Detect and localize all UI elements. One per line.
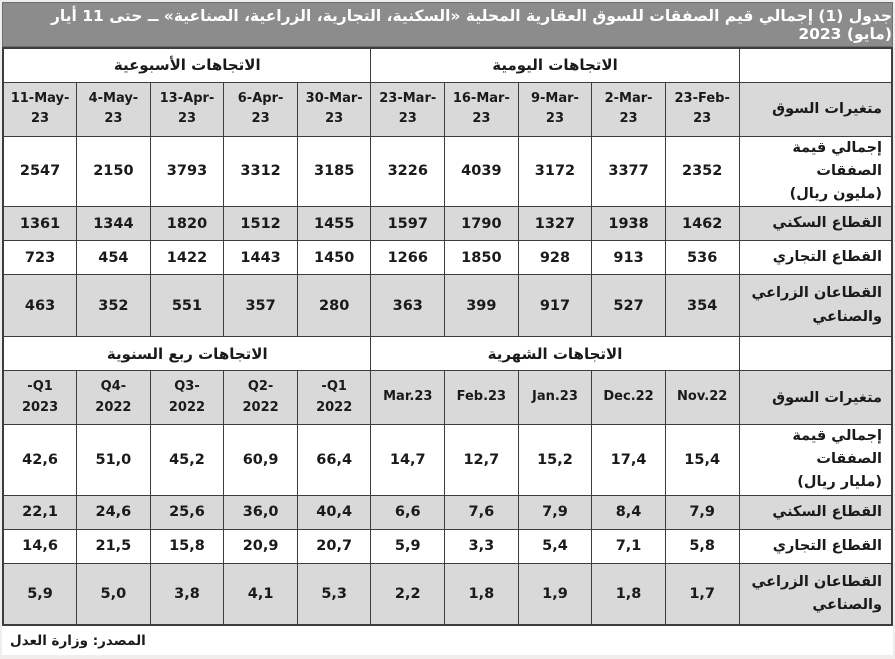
group-header: الاتجاهات الشهرية (371, 337, 739, 371)
column-header-line: 4-May- (88, 90, 139, 106)
group-header: الاتجاهات الأسبوعية (3, 48, 371, 82)
value-cell: 5,9 (3, 563, 77, 625)
value-cell: 1,8 (592, 563, 666, 625)
value-cell: 14,6 (3, 529, 77, 563)
column-header (518, 82, 592, 136)
value-cell: 723 (3, 241, 77, 275)
table-frame (2, 2, 893, 655)
column-header-line: -Q1 (27, 379, 53, 395)
value-cell: 354 (665, 275, 739, 337)
column-header-line: Q2- (247, 379, 274, 395)
column-header-line: 23 (693, 111, 712, 126)
value-cell: 15,8 (150, 529, 224, 563)
value-cell: 1,8 (445, 563, 519, 625)
row-label (739, 241, 892, 275)
value-cell: 4039 (445, 136, 519, 207)
label-column-header: متغيرات السوق (739, 82, 892, 136)
value-cell: 3,8 (150, 563, 224, 625)
group-header: الاتجاهات ربع السنوية (3, 337, 371, 371)
column-header (224, 371, 298, 425)
row-label-line: إجمالي قيمة الصفقات (792, 139, 882, 179)
value-cell: 352 (77, 275, 151, 337)
value-cell: 463 (3, 275, 77, 337)
value-cell: 8,4 (592, 495, 666, 529)
column-header-line: 23 (31, 111, 50, 126)
value-cell: 21,5 (77, 529, 151, 563)
column-header-line: 13-Apr- (159, 90, 215, 106)
value-cell: 913 (592, 241, 666, 275)
column-header (371, 371, 445, 425)
value-cell: 14,7 (371, 425, 445, 496)
value-cell: 12,7 (445, 425, 519, 496)
column-header-line: 23 (398, 111, 417, 126)
value-cell: 536 (665, 241, 739, 275)
value-cell: 24,6 (77, 495, 151, 529)
row-label-line: القطاعان الزراعي (751, 573, 882, 590)
column-header-line: Mar.23 (383, 389, 433, 405)
row-label (739, 529, 892, 563)
value-cell: 42,6 (3, 425, 77, 496)
column-header-line: 11-May- (10, 90, 70, 106)
row-label-line: القطاع التجاري (772, 248, 882, 265)
row-label-line: القطاع السكني (772, 214, 882, 231)
value-cell: 25,6 (150, 495, 224, 529)
corner-cell (739, 48, 892, 82)
value-cell: 17,4 (592, 425, 666, 496)
column-header (77, 371, 151, 425)
row-label (739, 207, 892, 241)
label-column-header: متغيرات السوق (739, 371, 892, 425)
value-cell: 22,1 (3, 495, 77, 529)
column-header (592, 82, 666, 136)
column-header-line: 2022 (316, 399, 353, 415)
row-label-line: والصناعي (812, 596, 882, 613)
value-cell: 5,9 (371, 529, 445, 563)
value-cell: 5,3 (297, 563, 371, 625)
row-label (739, 495, 892, 529)
corner-cell (739, 337, 892, 371)
column-header-line: 23-Mar- (379, 90, 437, 106)
table-body (3, 48, 892, 625)
row-label-line: (مليار ريال) (797, 474, 882, 491)
value-cell: 2352 (665, 136, 739, 207)
value-cell: 454 (77, 241, 151, 275)
value-cell: 15,4 (665, 425, 739, 496)
value-cell: 1850 (445, 241, 519, 275)
value-cell: 3312 (224, 136, 298, 207)
column-header-line: Nov.22 (677, 389, 728, 405)
group-header: الاتجاهات اليومية (371, 48, 739, 82)
value-cell: 1597 (371, 207, 445, 241)
value-cell: 7,6 (445, 495, 519, 529)
value-cell: 6,6 (371, 495, 445, 529)
value-cell: 51,0 (77, 425, 151, 496)
column-header (445, 82, 519, 136)
value-cell: 917 (518, 275, 592, 337)
row-label (739, 136, 892, 207)
value-cell: 3793 (150, 136, 224, 207)
value-cell: 1361 (3, 207, 77, 241)
row-label-line: والصناعي (812, 308, 882, 325)
column-header-line: Q3- (174, 379, 200, 395)
row-label (739, 425, 892, 496)
value-cell: 7,9 (665, 495, 739, 529)
value-cell: 1455 (297, 207, 371, 241)
value-cell: 1790 (445, 207, 519, 241)
value-cell: 357 (224, 275, 298, 337)
column-header (77, 82, 151, 136)
column-header-line: 2022 (242, 399, 279, 415)
footer-bar (2, 626, 893, 655)
column-header (592, 371, 666, 425)
value-cell: 1327 (518, 207, 592, 241)
value-cell: 4,1 (224, 563, 298, 625)
column-header-line: 2022 (95, 399, 132, 415)
value-cell: 1266 (371, 241, 445, 275)
column-header (371, 82, 445, 136)
column-header-line: 16-Mar- (452, 90, 510, 106)
column-header-line: 23 (619, 111, 638, 126)
column-header-line: 23 (472, 111, 491, 126)
value-cell: 66,4 (297, 425, 371, 496)
value-cell: 1422 (150, 241, 224, 275)
column-header-line: 9-Mar- (530, 90, 579, 106)
value-cell: 5,8 (665, 529, 739, 563)
row-label-line: القطاع التجاري (772, 537, 882, 554)
row-label-line: إجمالي قيمة الصفقات (792, 428, 882, 468)
value-cell: 1512 (224, 207, 298, 241)
row-label (739, 275, 892, 337)
value-cell: 45,2 (150, 425, 224, 496)
column-header (297, 371, 371, 425)
value-cell: 3172 (518, 136, 592, 207)
value-cell: 20,9 (224, 529, 298, 563)
value-cell: 7,9 (518, 495, 592, 529)
column-header-line: 23 (325, 111, 344, 126)
column-header-line: 23-Feb- (674, 90, 730, 106)
column-header-line: 2022 (168, 399, 206, 415)
column-header-line: Q4- (100, 379, 127, 395)
column-header-line: 23 (545, 111, 564, 126)
value-cell: 2150 (77, 136, 151, 207)
value-cell: 3185 (297, 136, 371, 207)
row-label-line: (مليون ريال) (789, 185, 882, 202)
column-header (150, 371, 224, 425)
value-cell: 1344 (77, 207, 151, 241)
source-label: المصدر: وزارة العدل (10, 632, 146, 649)
column-header (224, 82, 298, 136)
value-cell: 928 (518, 241, 592, 275)
value-cell: 2547 (3, 136, 77, 207)
column-header (665, 82, 739, 136)
value-cell: 1,7 (665, 563, 739, 625)
table-title: جدول (1) إجمالي قيم الصفقات للسوق العقارية المحلية «السكنية، التجارية، الزراعية، الصناعية» ــ حتى 11 أيار (مايو) 2023 (50, 6, 892, 43)
value-cell: 280 (297, 275, 371, 337)
value-cell: 1,9 (518, 563, 592, 625)
column-header-line: Dec.22 (603, 389, 654, 405)
value-cell: 2,2 (371, 563, 445, 625)
column-header-line: 2-Mar- (604, 90, 653, 106)
column-header (445, 371, 519, 425)
column-header-line: 2023 (21, 399, 59, 415)
value-cell: 7,1 (592, 529, 666, 563)
value-cell: 551 (150, 275, 224, 337)
value-cell: 3377 (592, 136, 666, 207)
column-header-line: 30-Mar- (305, 90, 363, 106)
value-cell: 15,2 (518, 425, 592, 496)
column-header (3, 371, 77, 425)
value-cell: 20,7 (297, 529, 371, 563)
row-label-line: القطاعان الزراعي (751, 285, 882, 302)
column-header (3, 82, 77, 136)
column-header (150, 82, 224, 136)
column-header-line: -Q1 (321, 379, 347, 395)
table-title-bar (2, 2, 893, 47)
value-cell: 363 (371, 275, 445, 337)
value-cell: 399 (445, 275, 519, 337)
value-cell: 5,0 (77, 563, 151, 625)
column-header (518, 371, 592, 425)
column-header-line: 6-Apr- (237, 90, 284, 106)
column-header-line: 23 (251, 111, 270, 126)
value-cell: 1443 (224, 241, 298, 275)
value-cell: 60,9 (224, 425, 298, 496)
column-header-line: Jan.23 (532, 389, 578, 405)
column-header (297, 82, 371, 136)
value-cell: 36,0 (224, 495, 298, 529)
column-header-line: 23 (104, 111, 123, 126)
value-cell: 1938 (592, 207, 666, 241)
column-header (665, 371, 739, 425)
value-cell: 1450 (297, 241, 371, 275)
value-cell: 1462 (665, 207, 739, 241)
value-cell: 5,4 (518, 529, 592, 563)
row-label-line: القطاع السكني (772, 503, 882, 520)
row-label (739, 563, 892, 625)
column-header-line: 23 (177, 111, 197, 126)
value-cell: 3226 (371, 136, 445, 207)
value-cell: 3,3 (445, 529, 519, 563)
value-cell: 527 (592, 275, 666, 337)
column-header-line: Feb.23 (456, 389, 507, 405)
value-cell: 40,4 (297, 495, 371, 529)
data-table (2, 47, 893, 626)
value-cell: 1820 (150, 207, 224, 241)
